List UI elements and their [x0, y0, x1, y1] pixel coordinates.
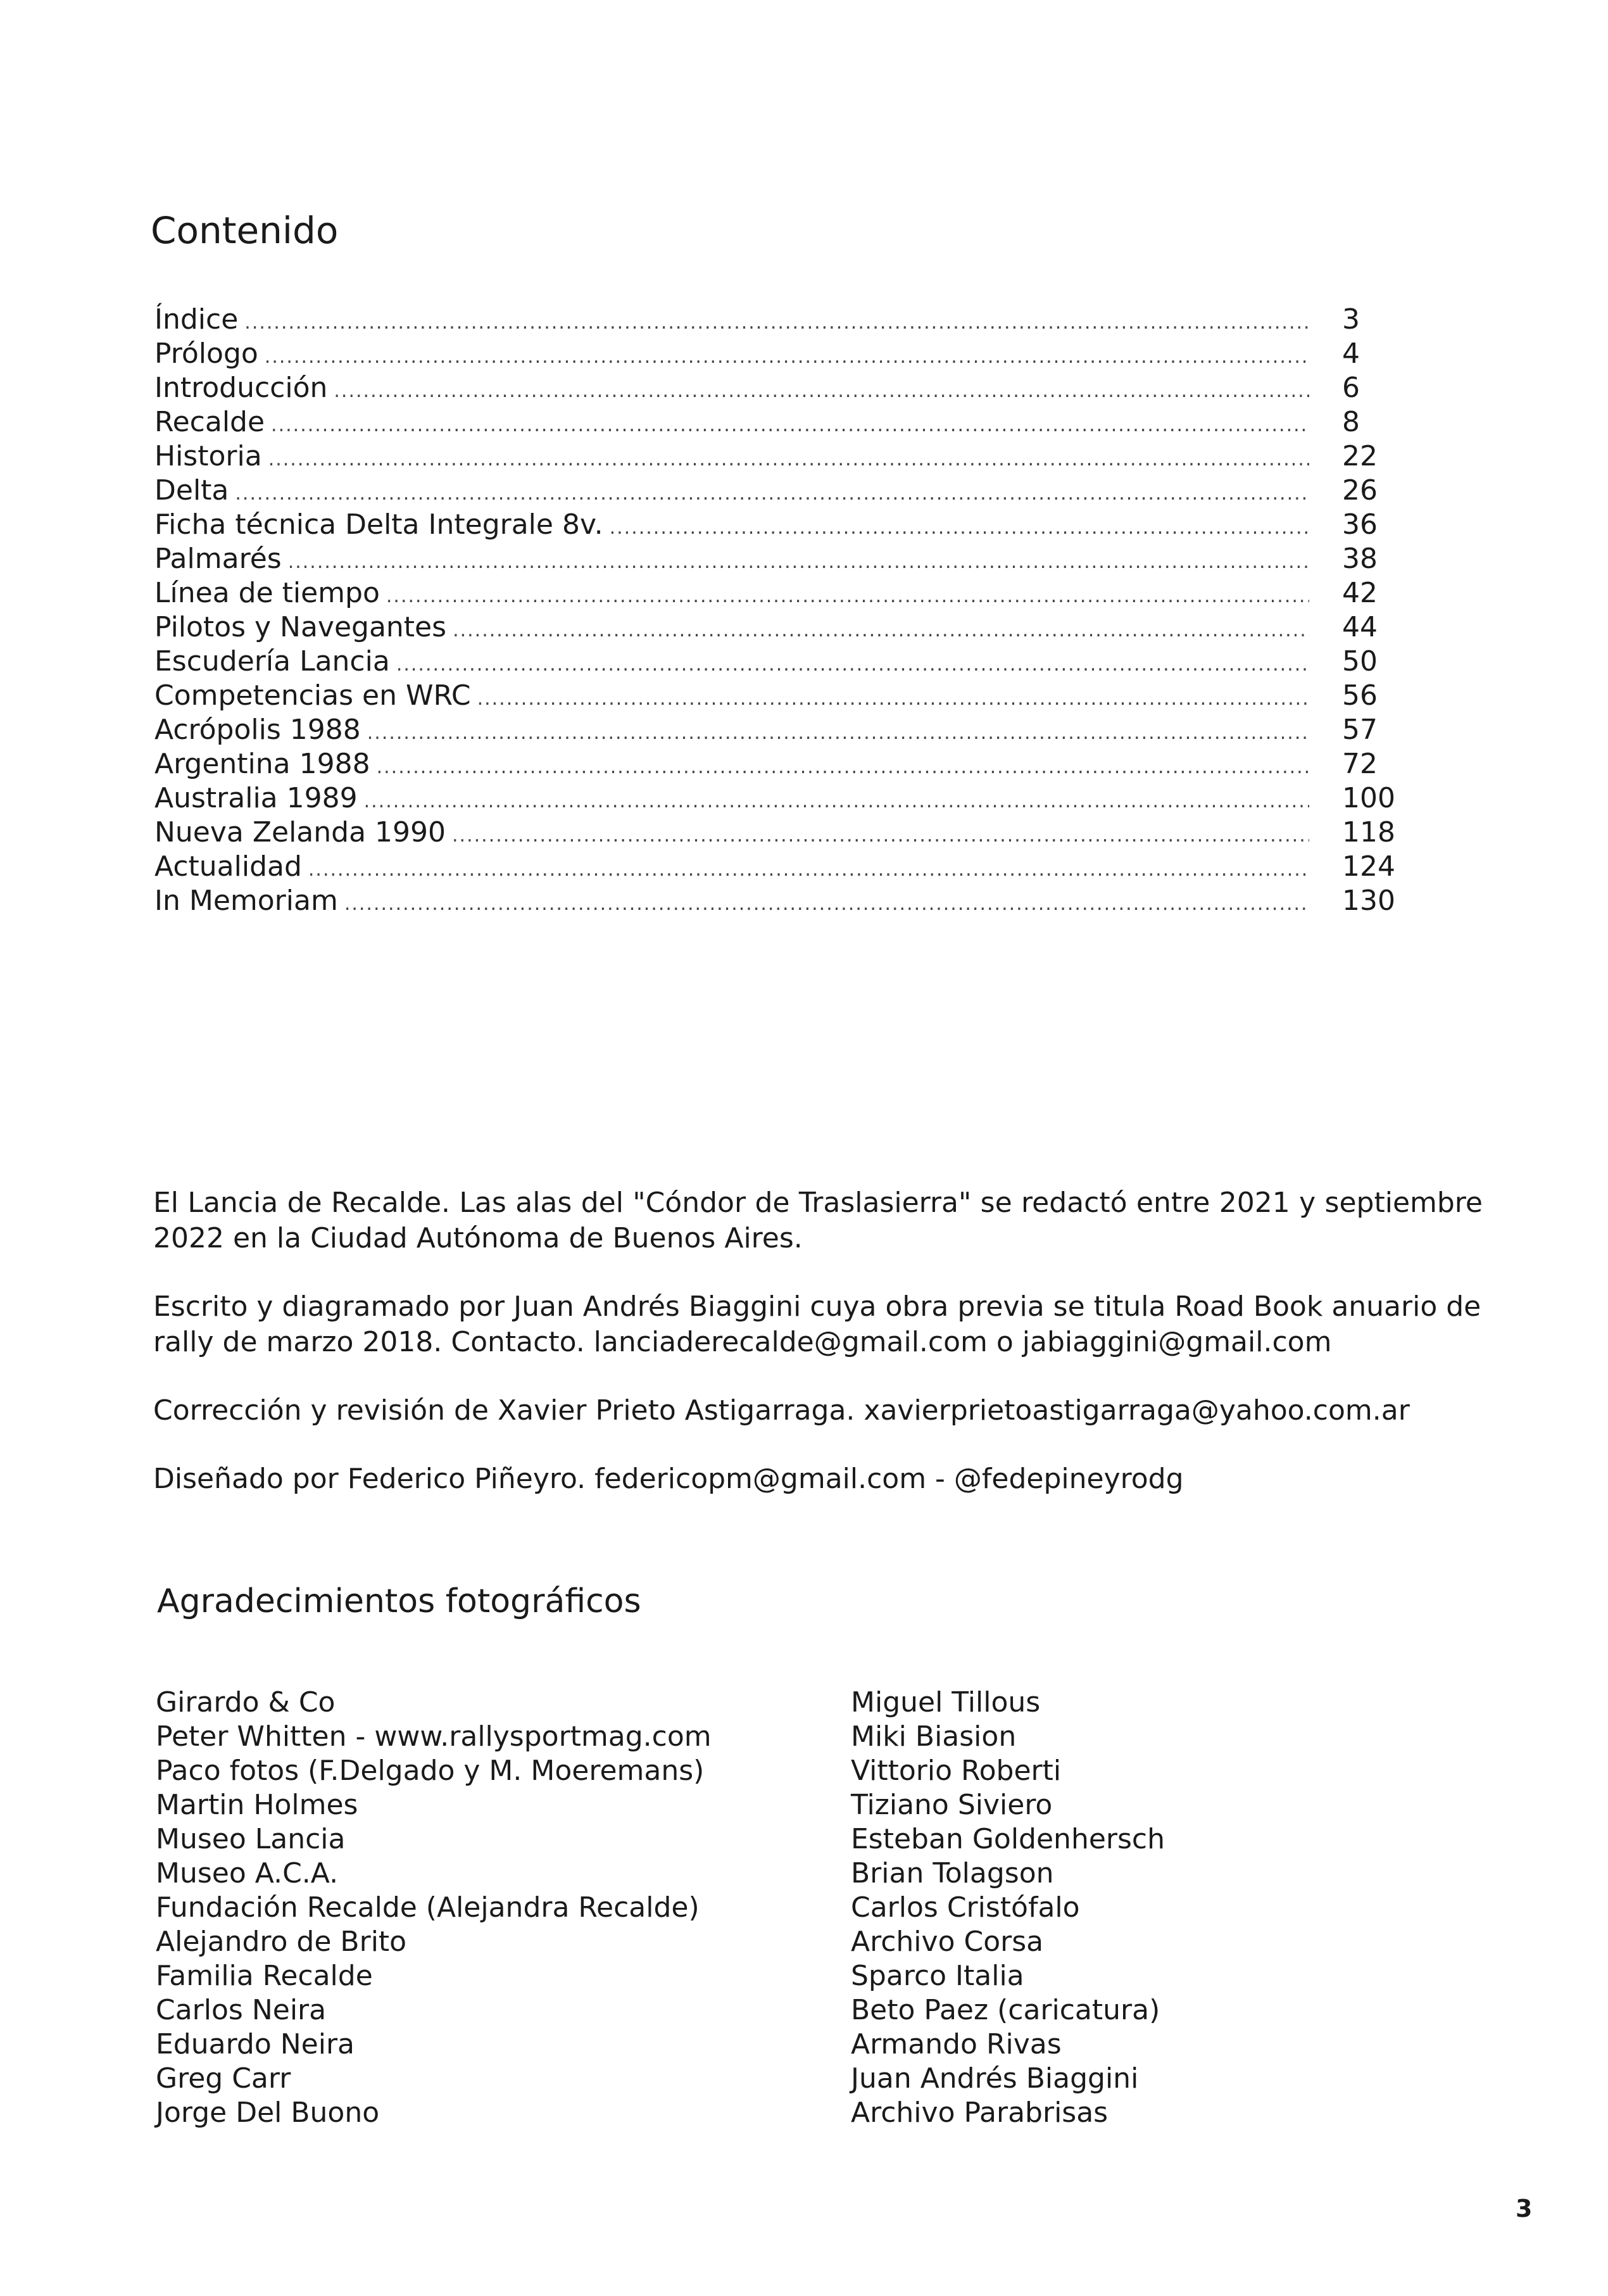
photo-credits-left-column — [156, 1686, 712, 2130]
photo-credits-right-column — [851, 1686, 1165, 2130]
toc-entry — [154, 576, 1398, 610]
toc-entry-page: 72 — [1342, 748, 1378, 780]
toc-entry — [154, 610, 1398, 645]
colophon — [153, 1185, 1483, 1530]
toc-dot-leader — [453, 614, 1309, 648]
toc-dot-leader — [344, 887, 1309, 921]
toc-dot-leader — [386, 579, 1309, 614]
toc-dot-leader — [334, 374, 1309, 408]
toc-entry-title: Línea de tiempo — [154, 577, 380, 609]
toc-dot-leader — [244, 306, 1309, 340]
contents-heading: Contenido — [151, 209, 339, 252]
credit-item: Peter Whitten - www.rallysportmag.com — [156, 1720, 712, 1753]
toc-entry — [154, 679, 1398, 713]
toc-entry — [154, 781, 1398, 816]
toc-entry — [154, 713, 1398, 747]
toc-entry — [154, 303, 1398, 337]
toc-entry — [154, 474, 1398, 508]
toc-entry — [154, 850, 1398, 884]
credit-item: Familia Recalde — [156, 1960, 373, 1992]
toc-entry-title: Escudería Lancia — [154, 645, 390, 678]
table-of-contents — [154, 303, 1398, 918]
credit-item: Juan Andrés Biaggini — [851, 2062, 1139, 2095]
toc-entry — [154, 371, 1398, 405]
toc-entry-page: 36 — [1342, 508, 1378, 541]
toc-dot-leader — [308, 853, 1309, 887]
credit-item: Miguel Tillous — [851, 1686, 1041, 1719]
toc-entry-title: Argentina 1988 — [154, 748, 370, 780]
credit-item: Greg Carr — [156, 2062, 291, 2095]
toc-entry-page: 56 — [1342, 679, 1378, 712]
toc-entry — [154, 816, 1398, 850]
colophon-writing-paragraph: El Lancia de Recalde. Las alas del "Cóndor de Traslasierra" se redactó entre 2021 y septiembre 2022 en la Ciudad Autónoma de Buenos Aires. — [153, 1187, 1483, 1254]
toc-entry — [154, 337, 1398, 371]
toc-dot-leader — [271, 408, 1309, 443]
toc-entry-page: 38 — [1342, 543, 1378, 575]
toc-entry — [154, 542, 1398, 576]
toc-entry-page: 124 — [1342, 850, 1395, 883]
toc-entry-title: Acrópolis 1988 — [154, 714, 361, 746]
toc-dot-leader — [396, 648, 1309, 682]
toc-entry-page: 8 — [1342, 406, 1360, 438]
toc-entry-page: 44 — [1342, 611, 1378, 643]
toc-entry — [154, 439, 1398, 474]
toc-entry — [154, 884, 1398, 918]
credit-item: Beto Paez (caricatura) — [851, 1994, 1160, 2026]
toc-entry-page: 42 — [1342, 577, 1378, 609]
toc-dot-leader — [610, 511, 1309, 545]
toc-entry-title: Actualidad — [154, 850, 302, 883]
toc-entry-title: Índice — [154, 303, 239, 336]
toc-entry — [154, 747, 1398, 781]
colophon-design-paragraph: Diseñado por Federico Piñeyro. federicopm@gmail.com - @fedepineyrodg — [153, 1463, 1184, 1495]
colophon-proofreading-paragraph: Corrección y revisión de Xavier Prieto Astigarraga. xavierprietoastigarraga@yahoo.com.ar — [153, 1394, 1410, 1427]
toc-entry-page: 57 — [1342, 714, 1378, 746]
toc-dot-leader — [364, 785, 1309, 819]
credit-item: Museo A.C.A. — [156, 1857, 339, 1889]
toc-dot-leader — [268, 443, 1309, 477]
toc-entry-title: In Memoriam — [154, 885, 338, 917]
toc-entry-page: 6 — [1342, 372, 1360, 404]
credit-item: Fundación Recalde (Alejandra Recalde) — [156, 1891, 700, 1924]
credit-item: Carlos Cristófalo — [851, 1891, 1080, 1924]
credit-item: Jorge Del Buono — [156, 2097, 380, 2129]
toc-entry-title: Nueva Zelanda 1990 — [154, 816, 446, 848]
credit-item: Archivo Corsa — [851, 1926, 1044, 1958]
credit-item: Paco fotos (F.Delgado y M. Moeremans) — [156, 1755, 705, 1787]
credit-item: Miki Biasion — [851, 1720, 1017, 1753]
credit-item: Vittorio Roberti — [851, 1755, 1062, 1787]
toc-dot-leader — [452, 819, 1309, 853]
toc-dot-leader — [477, 682, 1309, 716]
toc-entry-page: 4 — [1342, 337, 1360, 370]
toc-dot-leader — [288, 545, 1309, 579]
toc-entry-page: 50 — [1342, 645, 1378, 678]
toc-entry — [154, 508, 1398, 542]
toc-dot-leader — [235, 477, 1309, 511]
toc-entry-title: Delta — [154, 474, 229, 507]
toc-entry-title: Introducción — [154, 372, 328, 404]
credit-item: Alejandro de Brito — [156, 1926, 407, 1958]
toc-entry-title: Prólogo — [154, 337, 258, 370]
toc-entry — [154, 645, 1398, 679]
toc-entry-title: Australia 1989 — [154, 782, 358, 814]
credit-item: Archivo Parabrisas — [851, 2097, 1109, 2129]
toc-entry-title: Competencias en WRC — [154, 679, 471, 712]
toc-dot-leader — [367, 716, 1309, 750]
toc-entry-title: Pilotos y Navegantes — [154, 611, 447, 643]
toc-dot-leader — [377, 750, 1309, 785]
credit-item: Tiziano Siviero — [851, 1789, 1053, 1821]
toc-entry-page: 26 — [1342, 474, 1378, 507]
credit-item: Esteban Goldenhersch — [851, 1823, 1165, 1855]
colophon-author-paragraph: Escrito y diagramado por Juan Andrés Biaggini cuya obra previa se titula Road Book anuario de rally de marzo 2018. Contacto. lanciaderecalde@gmail.com o jabiaggini@gmail.com — [153, 1290, 1481, 1358]
credit-item: Eduardo Neira — [156, 2028, 355, 2060]
toc-entry-page: 3 — [1342, 303, 1360, 336]
toc-entry-page: 130 — [1342, 885, 1395, 917]
credit-item: Girardo & Co — [156, 1686, 336, 1719]
toc-entry-title: Recalde — [154, 406, 265, 438]
toc-dot-leader — [265, 340, 1309, 374]
toc-entry-title: Historia — [154, 440, 262, 472]
credit-item: Carlos Neira — [156, 1994, 327, 2026]
toc-entry-page: 100 — [1342, 782, 1395, 814]
photo-credits-heading: Agradecimientos fotográficos — [157, 1582, 641, 1620]
toc-entry — [154, 405, 1398, 439]
toc-entry-title: Ficha técnica Delta Integrale 8v. — [154, 508, 603, 541]
credit-item: Martin Holmes — [156, 1789, 358, 1821]
credit-item: Sparco Italia — [851, 1960, 1024, 1992]
toc-entry-page: 118 — [1342, 816, 1395, 848]
page-number: 3 — [1516, 2195, 1533, 2223]
toc-entry-title: Palmarés — [154, 543, 282, 575]
toc-entry-page: 22 — [1342, 440, 1378, 472]
credit-item: Museo Lancia — [156, 1823, 346, 1855]
credit-item: Armando Rivas — [851, 2028, 1062, 2060]
credit-item: Brian Tolagson — [851, 1857, 1054, 1889]
